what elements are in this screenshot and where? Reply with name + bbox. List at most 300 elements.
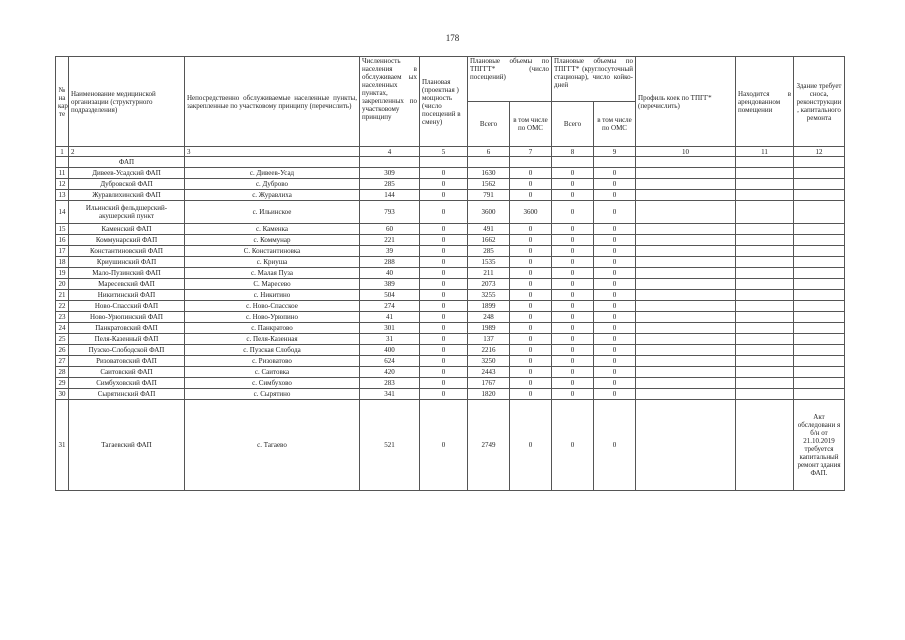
cell-profile xyxy=(636,312,736,323)
section-row xyxy=(56,157,845,168)
column-number: 5 xyxy=(420,147,468,157)
cell-repair xyxy=(794,389,845,400)
cell-repair xyxy=(794,190,845,201)
cell-profile xyxy=(636,378,736,389)
column-number: 1 xyxy=(56,147,69,157)
cell-repair xyxy=(794,367,845,378)
cell-repair xyxy=(794,356,845,367)
cell-population: 288 xyxy=(360,257,420,268)
cell-beds-total: 0 xyxy=(552,235,594,246)
cell-capacity: 0 xyxy=(420,246,468,257)
column-number: 7 xyxy=(510,147,552,157)
cell-visits-total: 1989 xyxy=(468,323,510,334)
cell-org: Константиновский ФАП xyxy=(69,246,185,257)
header-capacity: Плановая (проектная ) мощность (число посещений в смену) xyxy=(420,57,468,147)
table-row xyxy=(56,367,845,378)
cell-population: 40 xyxy=(360,268,420,279)
cell-population: 521 xyxy=(360,400,420,491)
cell-capacity: 0 xyxy=(420,378,468,389)
cell-rented xyxy=(736,257,794,268)
header-repair: Здание требует сноса, реконструкции , капитального ремонта xyxy=(794,57,845,147)
cell-visits-total: 1630 xyxy=(468,168,510,179)
cell-capacity: 0 xyxy=(420,400,468,491)
table-row xyxy=(56,301,845,312)
cell-visits-total: 2073 xyxy=(468,279,510,290)
cell-capacity: 0 xyxy=(420,279,468,290)
cell-beds-total: 0 xyxy=(552,334,594,345)
cell-settlement: с. Журавлиха xyxy=(185,190,360,201)
table-row xyxy=(56,168,845,179)
cell-repair xyxy=(794,168,845,179)
cell-org: Саитовский ФАП xyxy=(69,367,185,378)
page-number: 178 xyxy=(445,33,460,43)
cell-visits-total: 1767 xyxy=(468,378,510,389)
cell-num: 27 xyxy=(56,356,69,367)
cell-beds-total: 0 xyxy=(552,345,594,356)
cell-population: 309 xyxy=(360,168,420,179)
header-beds-oms: в том числе по ОМС xyxy=(594,102,636,147)
cell-beds-oms: 0 xyxy=(594,345,636,356)
cell-population: 301 xyxy=(360,323,420,334)
cell-beds-oms: 0 xyxy=(594,168,636,179)
table-row xyxy=(56,268,845,279)
cell-beds-oms: 0 xyxy=(594,224,636,235)
cell-rented xyxy=(736,378,794,389)
table-row xyxy=(56,323,845,334)
column-number: 9 xyxy=(594,147,636,157)
cell-population: 31 xyxy=(360,334,420,345)
cell-beds-oms: 0 xyxy=(594,312,636,323)
cell-org: Никитинский ФАП xyxy=(69,290,185,301)
cell-repair xyxy=(794,246,845,257)
cell-beds-total: 0 xyxy=(552,224,594,235)
cell-num: 29 xyxy=(56,378,69,389)
cell-org: Тагаевский ФАП xyxy=(69,400,185,491)
cell-population: 389 xyxy=(360,279,420,290)
cell-capacity: 0 xyxy=(420,190,468,201)
cell-settlement: с. Тагаево xyxy=(185,400,360,491)
table-row xyxy=(56,179,845,190)
cell-beds-oms: 0 xyxy=(594,179,636,190)
cell-repair xyxy=(794,268,845,279)
cell-population: 60 xyxy=(360,224,420,235)
cell-rented xyxy=(736,190,794,201)
cell-num: 14 xyxy=(56,201,69,224)
cell-visits-total: 2443 xyxy=(468,367,510,378)
cell-beds-oms: 0 xyxy=(594,301,636,312)
cell-visits-oms: 0 xyxy=(510,179,552,190)
cell-visits-total: 3255 xyxy=(468,290,510,301)
cell-settlement: с. Ильинское xyxy=(185,201,360,224)
cell-repair xyxy=(794,312,845,323)
cell-num: 12 xyxy=(56,179,69,190)
table-row xyxy=(56,400,845,491)
cell-repair xyxy=(794,201,845,224)
cell-visits-total: 1662 xyxy=(468,235,510,246)
header-org: Наименование медицинской организации (структурного подразделения) xyxy=(69,57,185,147)
cell-num: 11 xyxy=(56,168,69,179)
header-visits-oms: в том числе по ОМС xyxy=(510,102,552,147)
cell-num: 30 xyxy=(56,389,69,400)
cell-beds-total: 0 xyxy=(552,168,594,179)
cell-visits-oms: 3600 xyxy=(510,201,552,224)
header-profile: Профиль коек по ТПГГ* (перечислить) xyxy=(636,57,736,147)
cell-population: 624 xyxy=(360,356,420,367)
cell-beds-total: 0 xyxy=(552,268,594,279)
cell-org: Пеля-Казенный ФАП xyxy=(69,334,185,345)
cell-profile xyxy=(636,235,736,246)
cell-repair xyxy=(794,334,845,345)
cell-population: 144 xyxy=(360,190,420,201)
cell-settlement: с. Каменка xyxy=(185,224,360,235)
cell-org: Журавлихинский ФАП xyxy=(69,190,185,201)
cell-profile xyxy=(636,168,736,179)
cell-rented xyxy=(736,389,794,400)
cell-org: Панкратовский ФАП xyxy=(69,323,185,334)
cell-rented xyxy=(736,168,794,179)
cell-org: Маресевский ФАП xyxy=(69,279,185,290)
cell-settlement: с. Никитино xyxy=(185,290,360,301)
cell-beds-oms: 0 xyxy=(594,268,636,279)
cell-visits-oms: 0 xyxy=(510,168,552,179)
header-beds-total: Всего xyxy=(552,102,594,147)
cell-num: 23 xyxy=(56,312,69,323)
cell-visits-oms: 0 xyxy=(510,224,552,235)
cell-settlement: с. Симбухово xyxy=(185,378,360,389)
cell-visits-oms: 0 xyxy=(510,312,552,323)
table-row xyxy=(56,378,845,389)
column-number: 6 xyxy=(468,147,510,157)
cell-rented xyxy=(736,301,794,312)
cell-repair: Акт обследовани я б/н от 21.10.2019 требуется капитальный ремонт здания ФАП. xyxy=(794,400,845,491)
cell-beds-oms: 0 xyxy=(594,257,636,268)
cell-settlement: с. Дивеев-Усад xyxy=(185,168,360,179)
cell-capacity: 0 xyxy=(420,201,468,224)
table-row xyxy=(56,224,845,235)
cell-visits-total: 1535 xyxy=(468,257,510,268)
cell-population: 285 xyxy=(360,179,420,190)
cell-num: 15 xyxy=(56,224,69,235)
cell-rented xyxy=(736,290,794,301)
cell-org: Криушинский ФАП xyxy=(69,257,185,268)
cell-beds-oms: 0 xyxy=(594,290,636,301)
cell-beds-total: 0 xyxy=(552,378,594,389)
table-row xyxy=(56,279,845,290)
cell-population: 39 xyxy=(360,246,420,257)
cell-beds-oms: 0 xyxy=(594,389,636,400)
cell-settlement: С. Константиновка xyxy=(185,246,360,257)
cell-profile xyxy=(636,345,736,356)
cell-profile xyxy=(636,356,736,367)
cell-visits-oms: 0 xyxy=(510,290,552,301)
cell-beds-oms: 0 xyxy=(594,279,636,290)
column-number: 3 xyxy=(185,147,360,157)
cell-settlement: с. Ново-Спасское xyxy=(185,301,360,312)
header-settlements: Непосредственно обслуживаемые населенные пункты, закрепленные по участковому принципу (перечислить) xyxy=(185,57,360,147)
facilities-table xyxy=(55,56,845,491)
cell-capacity: 0 xyxy=(420,312,468,323)
table-row xyxy=(56,356,845,367)
column-number: 8 xyxy=(552,147,594,157)
cell-visits-oms: 0 xyxy=(510,246,552,257)
cell-capacity: 0 xyxy=(420,389,468,400)
cell-repair xyxy=(794,323,845,334)
table-row xyxy=(56,190,845,201)
cell-visits-total: 791 xyxy=(468,190,510,201)
cell-beds-total: 0 xyxy=(552,367,594,378)
cell-visits-oms: 0 xyxy=(510,190,552,201)
cell-profile xyxy=(636,301,736,312)
cell-visits-total: 285 xyxy=(468,246,510,257)
cell-rented xyxy=(736,268,794,279)
cell-capacity: 0 xyxy=(420,268,468,279)
table-row xyxy=(56,334,845,345)
section-label: ФАП xyxy=(69,157,185,168)
cell-profile xyxy=(636,323,736,334)
cell-settlement: с. Коммунар xyxy=(185,235,360,246)
cell-beds-oms: 0 xyxy=(594,367,636,378)
table-row xyxy=(56,235,845,246)
cell-org: Коммунарский ФАП xyxy=(69,235,185,246)
cell-capacity: 0 xyxy=(420,168,468,179)
cell-beds-oms: 0 xyxy=(594,378,636,389)
cell-profile xyxy=(636,290,736,301)
column-number-row xyxy=(56,147,845,157)
cell-rented xyxy=(736,246,794,257)
cell-settlement: с. Саитовка xyxy=(185,367,360,378)
cell-visits-oms: 0 xyxy=(510,356,552,367)
cell-rented xyxy=(736,400,794,491)
cell-beds-total: 0 xyxy=(552,201,594,224)
table-row xyxy=(56,312,845,323)
cell-visits-total: 491 xyxy=(468,224,510,235)
cell-settlement: С. Маресево xyxy=(185,279,360,290)
cell-rented xyxy=(736,235,794,246)
cell-settlement: с. Малая Пуза xyxy=(185,268,360,279)
cell-beds-total: 0 xyxy=(552,301,594,312)
cell-settlement: с. Пеля-Казенная xyxy=(185,334,360,345)
cell-beds-total: 0 xyxy=(552,312,594,323)
cell-rented xyxy=(736,312,794,323)
cell-beds-oms: 0 xyxy=(594,334,636,345)
cell-org: Дивеев-Усадский ФАП xyxy=(69,168,185,179)
cell-rented xyxy=(736,323,794,334)
cell-profile xyxy=(636,268,736,279)
header-visits-total: Всего xyxy=(468,102,510,147)
cell-visits-oms: 0 xyxy=(510,235,552,246)
cell-visits-oms: 0 xyxy=(510,279,552,290)
cell-num: 18 xyxy=(56,257,69,268)
cell-num: 16 xyxy=(56,235,69,246)
column-number: 2 xyxy=(69,147,185,157)
cell-repair xyxy=(794,179,845,190)
cell-num: 17 xyxy=(56,246,69,257)
header-population: Численность населения в обслуживаем ых населенных пунктах, закрепленных по участковому принципу xyxy=(360,57,420,147)
cell-visits-total: 3600 xyxy=(468,201,510,224)
cell-rented xyxy=(736,356,794,367)
cell-beds-oms: 0 xyxy=(594,323,636,334)
cell-visits-oms: 0 xyxy=(510,389,552,400)
cell-rented xyxy=(736,345,794,356)
cell-org: Ризоватовский ФАП xyxy=(69,356,185,367)
cell-num: 31 xyxy=(56,400,69,491)
cell-visits-oms: 0 xyxy=(510,400,552,491)
cell-capacity: 0 xyxy=(420,224,468,235)
cell-beds-total: 0 xyxy=(552,356,594,367)
cell-org: Сырятинский ФАП xyxy=(69,389,185,400)
cell-num: 20 xyxy=(56,279,69,290)
cell-settlement: с. Сырятино xyxy=(185,389,360,400)
cell-num: 28 xyxy=(56,367,69,378)
cell-beds-oms: 0 xyxy=(594,201,636,224)
cell-rented xyxy=(736,334,794,345)
cell-visits-oms: 0 xyxy=(510,268,552,279)
cell-beds-total: 0 xyxy=(552,257,594,268)
cell-visits-total: 1820 xyxy=(468,389,510,400)
cell-profile xyxy=(636,190,736,201)
cell-org: Ново-Спасский ФАП xyxy=(69,301,185,312)
cell-visits-total: 211 xyxy=(468,268,510,279)
cell-beds-oms: 0 xyxy=(594,246,636,257)
cell-repair xyxy=(794,301,845,312)
cell-visits-total: 3250 xyxy=(468,356,510,367)
cell-capacity: 0 xyxy=(420,323,468,334)
cell-repair xyxy=(794,257,845,268)
cell-beds-oms: 0 xyxy=(594,190,636,201)
cell-rented xyxy=(736,201,794,224)
table-row xyxy=(56,389,845,400)
cell-profile xyxy=(636,179,736,190)
cell-capacity: 0 xyxy=(420,179,468,190)
cell-capacity: 0 xyxy=(420,235,468,246)
cell-population: 341 xyxy=(360,389,420,400)
cell-population: 793 xyxy=(360,201,420,224)
cell-repair xyxy=(794,235,845,246)
cell-beds-total: 0 xyxy=(552,246,594,257)
cell-visits-total: 137 xyxy=(468,334,510,345)
cell-repair xyxy=(794,345,845,356)
header-visits: Плановые объемы по ТПГГТ* (число посещений) xyxy=(468,57,552,102)
cell-profile xyxy=(636,400,736,491)
table-row xyxy=(56,290,845,301)
header-num: № на кар те xyxy=(56,57,69,147)
table-row xyxy=(56,257,845,268)
cell-rented xyxy=(736,279,794,290)
cell-visits-total: 248 xyxy=(468,312,510,323)
cell-visits-total: 1562 xyxy=(468,179,510,190)
cell-settlement: с. Пузская Слобода xyxy=(185,345,360,356)
cell-beds-oms: 0 xyxy=(594,400,636,491)
column-number: 4 xyxy=(360,147,420,157)
cell-beds-total: 0 xyxy=(552,279,594,290)
cell-visits-oms: 0 xyxy=(510,323,552,334)
header-rented: Находится в арендованном помещении xyxy=(736,57,794,147)
cell-beds-total: 0 xyxy=(552,400,594,491)
cell-repair xyxy=(794,224,845,235)
cell-num: 26 xyxy=(56,345,69,356)
cell-population: 221 xyxy=(360,235,420,246)
cell-beds-total: 0 xyxy=(552,389,594,400)
cell-visits-oms: 0 xyxy=(510,301,552,312)
cell-num: 13 xyxy=(56,190,69,201)
cell-settlement: с. Панкратово xyxy=(185,323,360,334)
cell-repair xyxy=(794,290,845,301)
cell-org: Пузско-Слободской ФАП xyxy=(69,345,185,356)
cell-settlement: с. Ново-Урюпино xyxy=(185,312,360,323)
cell-org: Каменский ФАП xyxy=(69,224,185,235)
cell-visits-total: 1899 xyxy=(468,301,510,312)
cell-profile xyxy=(636,334,736,345)
cell-org: Мало-Пузинский ФАП xyxy=(69,268,185,279)
cell-profile xyxy=(636,257,736,268)
cell-beds-total: 0 xyxy=(552,323,594,334)
cell-beds-total: 0 xyxy=(552,179,594,190)
cell-repair xyxy=(794,378,845,389)
cell-settlement: с. Ризоватово xyxy=(185,356,360,367)
cell-beds-total: 0 xyxy=(552,190,594,201)
cell-profile xyxy=(636,201,736,224)
cell-rented xyxy=(736,179,794,190)
table-row xyxy=(56,201,845,224)
cell-org: Симбуховский ФАП xyxy=(69,378,185,389)
cell-settlement: с. Дуброво xyxy=(185,179,360,190)
cell-visits-oms: 0 xyxy=(510,378,552,389)
table-body xyxy=(56,147,845,491)
cell-population: 420 xyxy=(360,367,420,378)
cell-num: 25 xyxy=(56,334,69,345)
cell-num: 22 xyxy=(56,301,69,312)
cell-visits-oms: 0 xyxy=(510,257,552,268)
column-number: 12 xyxy=(794,147,845,157)
cell-visits-oms: 0 xyxy=(510,334,552,345)
cell-beds-oms: 0 xyxy=(594,356,636,367)
table-row xyxy=(56,246,845,257)
cell-capacity: 0 xyxy=(420,367,468,378)
cell-settlement: с. Криуша xyxy=(185,257,360,268)
cell-capacity: 0 xyxy=(420,356,468,367)
cell-population: 504 xyxy=(360,290,420,301)
cell-capacity: 0 xyxy=(420,257,468,268)
cell-profile xyxy=(636,224,736,235)
cell-population: 41 xyxy=(360,312,420,323)
cell-visits-oms: 0 xyxy=(510,345,552,356)
cell-num: 24 xyxy=(56,323,69,334)
cell-visits-total: 2216 xyxy=(468,345,510,356)
cell-rented xyxy=(736,367,794,378)
cell-capacity: 0 xyxy=(420,345,468,356)
cell-profile xyxy=(636,279,736,290)
cell-capacity: 0 xyxy=(420,290,468,301)
cell-num: 19 xyxy=(56,268,69,279)
cell-visits-oms: 0 xyxy=(510,367,552,378)
cell-population: 274 xyxy=(360,301,420,312)
column-number: 11 xyxy=(736,147,794,157)
cell-rented xyxy=(736,224,794,235)
cell-capacity: 0 xyxy=(420,334,468,345)
cell-org: Дубровской ФАП xyxy=(69,179,185,190)
cell-visits-total: 2749 xyxy=(468,400,510,491)
header-beds: Плановые объемы по ТПГГТ* (круглосуточный стационар), число койко-дней xyxy=(552,57,636,102)
cell-beds-oms: 0 xyxy=(594,235,636,246)
cell-population: 283 xyxy=(360,378,420,389)
cell-beds-total: 0 xyxy=(552,290,594,301)
cell-profile xyxy=(636,367,736,378)
cell-profile xyxy=(636,246,736,257)
cell-num: 21 xyxy=(56,290,69,301)
cell-repair xyxy=(794,279,845,290)
cell-profile xyxy=(636,389,736,400)
cell-population: 400 xyxy=(360,345,420,356)
